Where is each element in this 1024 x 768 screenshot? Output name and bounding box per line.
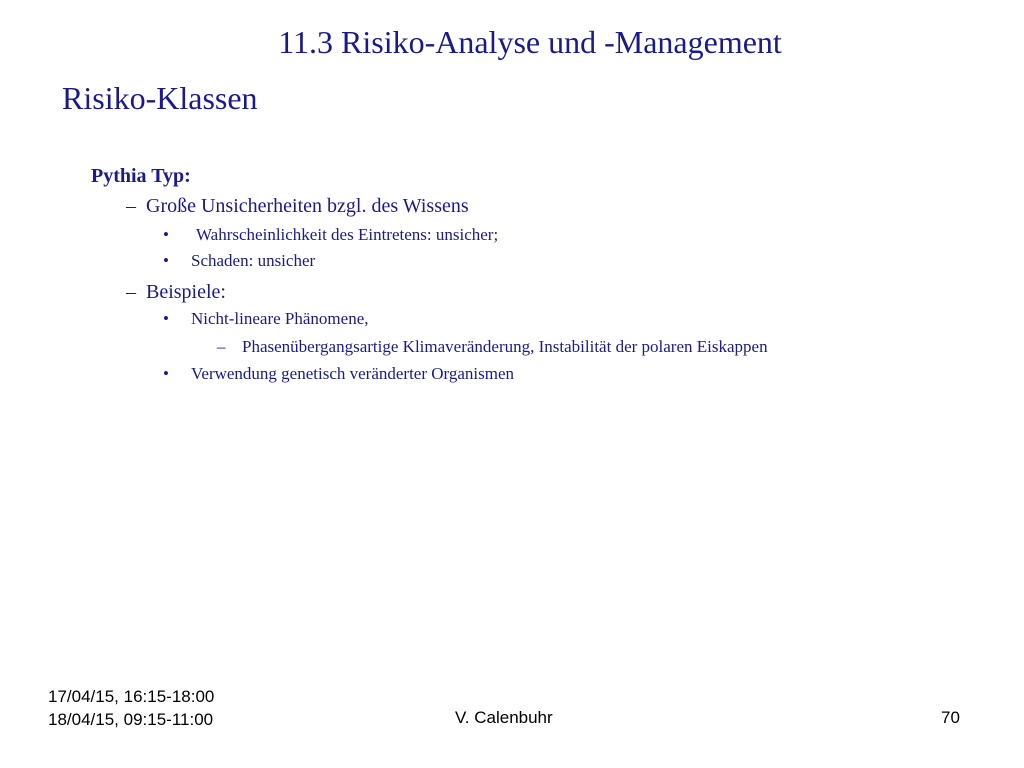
content-heading: Pythia Typ: xyxy=(91,165,191,187)
footer-date-2: 18/04/15, 09:15-11:00 xyxy=(48,710,214,729)
list-item-text: Wahrscheinlichkeit des Eintretens: unsicher; xyxy=(196,225,499,244)
list-item-text: Verwendung genetisch veränderter Organismen xyxy=(191,364,515,383)
list-item-level-3 xyxy=(163,363,663,385)
slide-title: 11.3 Risiko-Analyse und -Management xyxy=(278,24,782,60)
list-item-level-3 xyxy=(163,308,563,330)
list-item-text: Beispiele: xyxy=(146,281,226,303)
section-title: Risiko-Klassen xyxy=(62,80,258,116)
dash-marker: – xyxy=(217,337,226,356)
footer-date-1: 17/04/15, 16:15-18:00 xyxy=(48,687,215,706)
list-item-level-3 xyxy=(163,224,623,246)
list-item-text: Phasenübergangsartige Klimaveränderung, Instabilität der polaren Eiskappen xyxy=(242,337,768,356)
list-item-text: Große Unsicherheiten bzgl. des Wissens xyxy=(146,195,469,217)
bullet-marker: • xyxy=(163,309,169,328)
dash-marker: – xyxy=(126,195,136,217)
bullet-marker: • xyxy=(163,225,169,244)
bullet-marker: • xyxy=(163,251,169,270)
list-item-level-2 xyxy=(126,193,586,219)
footer-author: V. Calenbuhr xyxy=(455,708,553,727)
list-item-level-4 xyxy=(217,336,977,358)
page-number: 70 xyxy=(941,708,960,727)
list-item-text: Nicht-lineare Phänomene, xyxy=(191,309,369,328)
list-item-text: Schaden: unsicher xyxy=(191,251,316,270)
list-item-level-3 xyxy=(163,250,463,272)
bullet-marker: • xyxy=(163,364,169,383)
list-item-level-2 xyxy=(126,279,426,305)
dash-marker: – xyxy=(126,281,136,303)
